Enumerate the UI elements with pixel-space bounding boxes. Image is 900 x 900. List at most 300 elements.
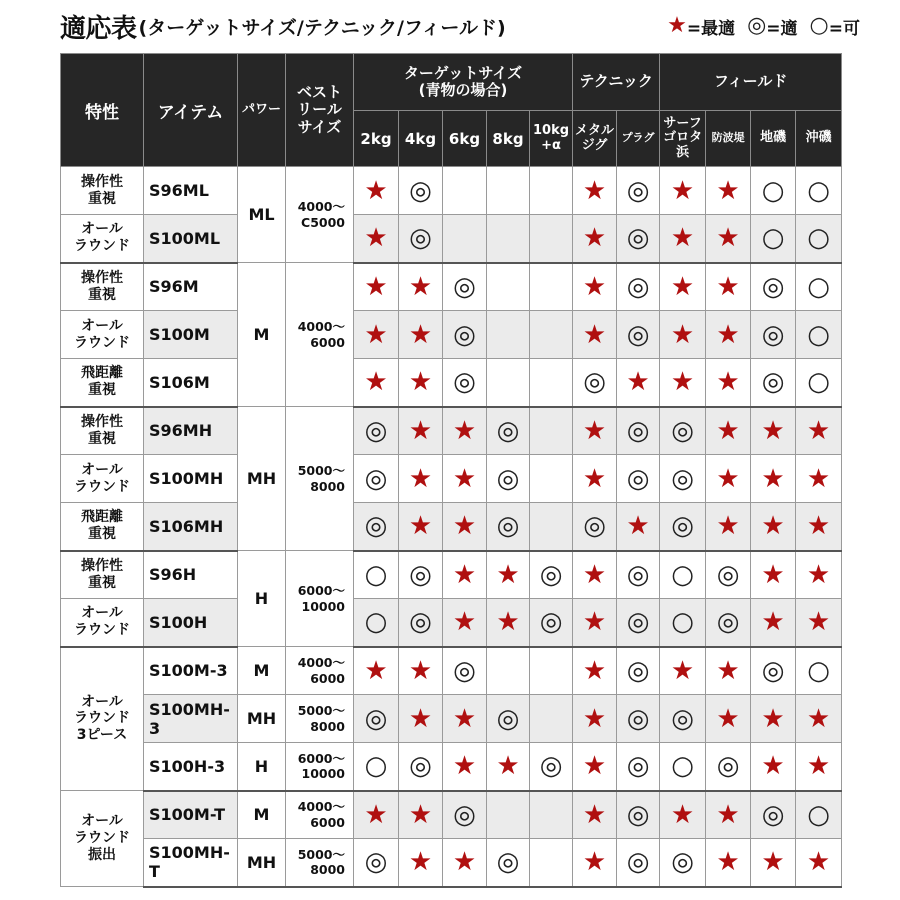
circle-icon: ○ xyxy=(761,175,785,206)
mark-2kg xyxy=(354,359,399,407)
header-item: アイテム xyxy=(144,54,238,167)
star-icon: ★ xyxy=(364,271,388,302)
table-row xyxy=(61,215,842,263)
mark-6kg xyxy=(443,647,487,695)
star-icon: ★ xyxy=(806,415,831,446)
reel-size-cell: 4000〜 6000 xyxy=(286,647,354,695)
star-icon: ★ xyxy=(670,223,695,254)
mark-jiiso xyxy=(751,647,796,695)
star-icon: ★ xyxy=(452,847,477,878)
mark-6kg xyxy=(443,359,487,407)
mark-jiiso xyxy=(751,503,796,551)
mark-okiiso xyxy=(796,791,842,839)
mark-metal-jig xyxy=(573,599,617,647)
star-icon: ★ xyxy=(761,511,785,542)
mark-plug xyxy=(617,839,660,887)
double-circle-icon: ◎ xyxy=(761,271,785,302)
table-row xyxy=(61,503,842,551)
mark-10kg xyxy=(530,743,573,791)
header-metal-jig: メタル ジグ xyxy=(573,111,617,167)
mark-surf xyxy=(660,647,706,695)
star-icon: ★ xyxy=(364,175,388,206)
circle-icon: ○ xyxy=(809,13,829,38)
double-circle-icon: ◎ xyxy=(453,655,476,686)
trait-cell: 飛距離 重視 xyxy=(61,503,144,551)
mark-breakwater xyxy=(706,455,751,503)
reel-size-cell: 6000〜 10000 xyxy=(286,743,354,791)
header-reel-size: ベスト リール サイズ xyxy=(286,54,354,167)
header-target-size: ターゲットサイズ (青物の場合) xyxy=(354,54,573,111)
mark-plug xyxy=(617,167,660,215)
mark-6kg xyxy=(443,263,487,311)
mark-jiiso xyxy=(751,263,796,311)
mark-2kg xyxy=(354,743,399,791)
mark-metal-jig xyxy=(573,311,617,359)
double-circle-icon: ◎ xyxy=(747,13,767,38)
mark-4kg xyxy=(399,263,443,311)
item-name: S96ML xyxy=(144,167,238,215)
star-icon: ★ xyxy=(716,799,740,830)
double-circle-icon: ◎ xyxy=(453,319,476,350)
star-icon: ★ xyxy=(806,703,831,734)
mark-metal-jig xyxy=(573,695,617,743)
mark-okiiso xyxy=(796,551,842,599)
double-circle-icon: ◎ xyxy=(626,751,650,782)
double-circle-icon: ◎ xyxy=(671,847,694,878)
mark-surf xyxy=(660,791,706,839)
trait-cell: オール ラウンド xyxy=(61,599,144,647)
header-plug: プラグ xyxy=(617,111,660,167)
mark-metal-jig xyxy=(573,215,617,263)
header-power: パワー xyxy=(238,54,286,167)
mark-6kg xyxy=(443,695,487,743)
mark-10kg xyxy=(530,407,573,455)
trait-cell: 操作性 重視 xyxy=(61,551,144,599)
circle-icon: ○ xyxy=(807,175,830,206)
mark-jiiso xyxy=(751,791,796,839)
double-circle-icon: ◎ xyxy=(409,223,432,254)
double-circle-icon: ◎ xyxy=(626,271,650,302)
item-name: S100M-T xyxy=(144,791,238,839)
header-2kg: 2kg xyxy=(354,111,399,167)
mark-6kg xyxy=(443,407,487,455)
legend-item-best xyxy=(667,14,735,39)
mark-8kg xyxy=(487,503,530,551)
double-circle-icon: ◎ xyxy=(761,655,785,686)
mark-metal-jig xyxy=(573,167,617,215)
mark-breakwater xyxy=(706,503,751,551)
mark-2kg xyxy=(354,791,399,839)
table-row xyxy=(61,455,842,503)
mark-4kg xyxy=(399,503,443,551)
star-icon: ★ xyxy=(582,799,607,830)
mark-2kg xyxy=(354,695,399,743)
item-name: S106MH xyxy=(144,503,238,551)
mark-jiiso xyxy=(751,743,796,791)
star-icon: ★ xyxy=(452,415,477,446)
mark-10kg xyxy=(530,839,573,887)
page-subtitle: (ターゲットサイズ/テクニック/フィールド) xyxy=(138,16,506,39)
circle-icon: ○ xyxy=(807,223,830,254)
mark-10kg xyxy=(530,647,573,695)
mark-6kg xyxy=(443,215,487,263)
mark-6kg xyxy=(443,551,487,599)
power-cell: ML xyxy=(238,167,286,263)
star-icon: ★ xyxy=(452,559,477,590)
mark-2kg xyxy=(354,455,399,503)
reel-size-cell: 5000〜 8000 xyxy=(286,839,354,887)
table-row xyxy=(61,407,842,455)
star-icon: ★ xyxy=(582,847,607,878)
double-circle-icon: ◎ xyxy=(453,271,476,302)
star-icon: ★ xyxy=(716,703,740,734)
star-icon: ★ xyxy=(761,847,785,878)
mark-surf xyxy=(660,503,706,551)
mark-metal-jig xyxy=(573,503,617,551)
mark-8kg xyxy=(487,263,530,311)
mark-breakwater xyxy=(706,215,751,263)
item-name: S100M xyxy=(144,311,238,359)
double-circle-icon: ◎ xyxy=(626,607,650,638)
mark-10kg xyxy=(530,359,573,407)
header-4kg: 4kg xyxy=(399,111,443,167)
mark-jiiso xyxy=(751,311,796,359)
star-icon: ★ xyxy=(670,175,695,206)
star-icon: ★ xyxy=(626,367,650,398)
star-icon: ★ xyxy=(716,367,740,398)
mark-surf xyxy=(660,359,706,407)
star-icon: ★ xyxy=(806,559,831,590)
trait-cell: オール ラウンド xyxy=(61,215,144,263)
mark-8kg xyxy=(487,215,530,263)
header-jiiso: 地磯 xyxy=(751,111,796,167)
power-cell: M xyxy=(238,791,286,839)
star-icon: ★ xyxy=(670,367,695,398)
double-circle-icon: ◎ xyxy=(364,511,388,542)
star-icon: ★ xyxy=(670,655,695,686)
star-icon: ★ xyxy=(626,511,650,542)
mark-10kg xyxy=(530,215,573,263)
mark-metal-jig xyxy=(573,455,617,503)
title-bar xyxy=(60,4,860,48)
mark-6kg xyxy=(443,791,487,839)
double-circle-icon: ◎ xyxy=(626,463,650,494)
legend-item-good xyxy=(747,14,797,39)
star-icon: ★ xyxy=(806,463,831,494)
mark-surf xyxy=(660,695,706,743)
double-circle-icon: ◎ xyxy=(761,319,785,350)
mark-metal-jig xyxy=(573,839,617,887)
mark-okiiso xyxy=(796,599,842,647)
page-title: 適応表 xyxy=(60,13,137,44)
mark-2kg xyxy=(354,551,399,599)
star-icon: ★ xyxy=(408,703,433,734)
mark-plug xyxy=(617,791,660,839)
mark-jiiso xyxy=(751,215,796,263)
circle-icon: ○ xyxy=(807,655,830,686)
mark-10kg xyxy=(530,551,573,599)
mark-plug xyxy=(617,311,660,359)
mark-plug xyxy=(617,407,660,455)
mark-2kg xyxy=(354,311,399,359)
star-icon: ★ xyxy=(667,13,687,38)
double-circle-icon: ◎ xyxy=(409,559,432,590)
table-row xyxy=(61,359,842,407)
mark-plug xyxy=(617,695,660,743)
mark-surf xyxy=(660,455,706,503)
item-name: S100MH-3 xyxy=(144,695,238,743)
mark-jiiso xyxy=(751,359,796,407)
circle-icon: ○ xyxy=(807,271,830,302)
double-circle-icon: ◎ xyxy=(761,799,785,830)
double-circle-icon: ◎ xyxy=(716,607,740,638)
trait-cell: オール ラウンド 振出 xyxy=(61,791,144,887)
mark-metal-jig xyxy=(573,359,617,407)
star-icon: ★ xyxy=(582,175,607,206)
mark-8kg xyxy=(487,743,530,791)
double-circle-icon: ◎ xyxy=(671,463,694,494)
mark-4kg xyxy=(399,407,443,455)
header-okiiso: 沖磯 xyxy=(796,111,842,167)
table-row xyxy=(61,551,842,599)
star-icon: ★ xyxy=(364,319,388,350)
mark-breakwater xyxy=(706,311,751,359)
star-icon: ★ xyxy=(408,271,433,302)
star-icon: ★ xyxy=(408,367,433,398)
item-name: S100H xyxy=(144,599,238,647)
double-circle-icon: ◎ xyxy=(496,463,520,494)
mark-6kg xyxy=(443,503,487,551)
mark-metal-jig xyxy=(573,791,617,839)
mark-8kg xyxy=(487,839,530,887)
double-circle-icon: ◎ xyxy=(583,511,606,542)
mark-breakwater xyxy=(706,695,751,743)
circle-icon: ○ xyxy=(671,559,694,590)
mark-jiiso xyxy=(751,695,796,743)
mark-plug xyxy=(617,551,660,599)
double-circle-icon: ◎ xyxy=(626,223,650,254)
double-circle-icon: ◎ xyxy=(539,751,563,782)
table-row xyxy=(61,839,842,887)
mark-breakwater xyxy=(706,743,751,791)
mark-surf xyxy=(660,407,706,455)
mark-breakwater xyxy=(706,599,751,647)
mark-surf xyxy=(660,311,706,359)
reel-size-cell: 4000〜 6000 xyxy=(286,263,354,407)
trait-cell: オール ラウンド xyxy=(61,455,144,503)
trait-cell: 操作性 重視 xyxy=(61,407,144,455)
mark-jiiso xyxy=(751,839,796,887)
power-cell: H xyxy=(238,551,286,647)
star-icon: ★ xyxy=(806,751,831,782)
mark-6kg xyxy=(443,839,487,887)
mark-4kg xyxy=(399,647,443,695)
star-icon: ★ xyxy=(582,655,607,686)
circle-icon: ○ xyxy=(671,607,694,638)
item-name: S96MH xyxy=(144,407,238,455)
mark-jiiso xyxy=(751,167,796,215)
mark-8kg xyxy=(487,167,530,215)
mark-6kg xyxy=(443,311,487,359)
item-name: S106M xyxy=(144,359,238,407)
double-circle-icon: ◎ xyxy=(496,415,520,446)
circle-icon: ○ xyxy=(364,751,388,782)
table-row xyxy=(61,599,842,647)
double-circle-icon: ◎ xyxy=(761,367,785,398)
table-row xyxy=(61,647,842,695)
double-circle-icon: ◎ xyxy=(671,703,694,734)
star-icon: ★ xyxy=(408,415,433,446)
star-icon: ★ xyxy=(761,703,785,734)
star-icon: ★ xyxy=(496,751,520,782)
mark-4kg xyxy=(399,215,443,263)
star-icon: ★ xyxy=(582,223,607,254)
mark-okiiso xyxy=(796,839,842,887)
mark-plug xyxy=(617,359,660,407)
reel-size-cell: 4000〜 C5000 xyxy=(286,167,354,263)
table-row xyxy=(61,791,842,839)
star-icon: ★ xyxy=(670,271,695,302)
mark-metal-jig xyxy=(573,647,617,695)
star-icon: ★ xyxy=(806,847,831,878)
double-circle-icon: ◎ xyxy=(626,175,650,206)
double-circle-icon: ◎ xyxy=(364,703,388,734)
item-name: S96M xyxy=(144,263,238,311)
star-icon: ★ xyxy=(716,271,740,302)
mark-okiiso xyxy=(796,167,842,215)
star-icon: ★ xyxy=(582,271,607,302)
mark-2kg xyxy=(354,503,399,551)
star-icon: ★ xyxy=(716,175,740,206)
mark-plug xyxy=(617,647,660,695)
mark-plug xyxy=(617,743,660,791)
item-name: S100MH xyxy=(144,455,238,503)
mark-surf xyxy=(660,599,706,647)
double-circle-icon: ◎ xyxy=(453,367,476,398)
mark-okiiso xyxy=(796,503,842,551)
mark-8kg xyxy=(487,599,530,647)
star-icon: ★ xyxy=(716,463,740,494)
double-circle-icon: ◎ xyxy=(626,319,650,350)
double-circle-icon: ◎ xyxy=(626,847,650,878)
double-circle-icon: ◎ xyxy=(583,367,606,398)
mark-surf xyxy=(660,215,706,263)
star-icon: ★ xyxy=(716,319,740,350)
star-icon: ★ xyxy=(452,607,477,638)
item-name: S100ML xyxy=(144,215,238,263)
star-icon: ★ xyxy=(408,511,433,542)
mark-jiiso xyxy=(751,455,796,503)
star-icon: ★ xyxy=(408,799,433,830)
mark-okiiso xyxy=(796,311,842,359)
mark-jiiso xyxy=(751,407,796,455)
legend-label: =最適 xyxy=(686,18,736,39)
reel-size-cell: 5000〜 8000 xyxy=(286,407,354,551)
mark-jiiso xyxy=(751,551,796,599)
trait-cell: 操作性 重視 xyxy=(61,263,144,311)
double-circle-icon: ◎ xyxy=(364,463,388,494)
mark-4kg xyxy=(399,167,443,215)
header-6kg: 6kg xyxy=(443,111,487,167)
star-icon: ★ xyxy=(670,799,695,830)
star-icon: ★ xyxy=(582,751,607,782)
mark-surf xyxy=(660,743,706,791)
mark-breakwater xyxy=(706,839,751,887)
mark-8kg xyxy=(487,455,530,503)
star-icon: ★ xyxy=(408,847,433,878)
double-circle-icon: ◎ xyxy=(626,415,650,446)
double-circle-icon: ◎ xyxy=(453,799,476,830)
mark-2kg xyxy=(354,599,399,647)
double-circle-icon: ◎ xyxy=(409,175,432,206)
star-icon: ★ xyxy=(761,559,785,590)
mark-6kg xyxy=(443,743,487,791)
trait-cell: 操作性 重視 xyxy=(61,167,144,215)
star-icon: ★ xyxy=(716,415,740,446)
star-icon: ★ xyxy=(806,607,831,638)
circle-icon: ○ xyxy=(364,607,388,638)
mark-breakwater xyxy=(706,359,751,407)
mark-breakwater xyxy=(706,167,751,215)
mark-okiiso xyxy=(796,359,842,407)
star-icon: ★ xyxy=(452,703,477,734)
mark-4kg xyxy=(399,839,443,887)
double-circle-icon: ◎ xyxy=(626,559,650,590)
header-breakwater: 防波堤 xyxy=(706,111,751,167)
double-circle-icon: ◎ xyxy=(496,703,520,734)
header-technique: テクニック xyxy=(573,54,660,111)
star-icon: ★ xyxy=(582,559,607,590)
star-icon: ★ xyxy=(582,415,607,446)
star-icon: ★ xyxy=(364,367,388,398)
star-icon: ★ xyxy=(582,463,607,494)
star-icon: ★ xyxy=(670,319,695,350)
double-circle-icon: ◎ xyxy=(626,655,650,686)
mark-plug xyxy=(617,263,660,311)
star-icon: ★ xyxy=(364,655,388,686)
double-circle-icon: ◎ xyxy=(671,415,694,446)
mark-4kg xyxy=(399,599,443,647)
mark-10kg xyxy=(530,455,573,503)
mark-2kg xyxy=(354,647,399,695)
circle-icon: ○ xyxy=(364,559,388,590)
star-icon: ★ xyxy=(408,655,433,686)
mark-8kg xyxy=(487,791,530,839)
double-circle-icon: ◎ xyxy=(364,847,388,878)
mark-8kg xyxy=(487,311,530,359)
mark-okiiso xyxy=(796,407,842,455)
item-name: S100MH-T xyxy=(144,839,238,887)
mark-8kg xyxy=(487,359,530,407)
mark-2kg xyxy=(354,215,399,263)
mark-4kg xyxy=(399,311,443,359)
double-circle-icon: ◎ xyxy=(626,799,650,830)
double-circle-icon: ◎ xyxy=(496,847,520,878)
mark-2kg xyxy=(354,167,399,215)
double-circle-icon: ◎ xyxy=(626,703,650,734)
star-icon: ★ xyxy=(408,463,433,494)
mark-8kg xyxy=(487,551,530,599)
trait-cell: 飛距離 重視 xyxy=(61,359,144,407)
suitability-table xyxy=(60,53,842,888)
star-icon: ★ xyxy=(452,463,477,494)
item-name: S100M-3 xyxy=(144,647,238,695)
star-icon: ★ xyxy=(582,319,607,350)
mark-4kg xyxy=(399,743,443,791)
mark-plug xyxy=(617,503,660,551)
mark-jiiso xyxy=(751,599,796,647)
header-field: フィールド xyxy=(660,54,842,111)
